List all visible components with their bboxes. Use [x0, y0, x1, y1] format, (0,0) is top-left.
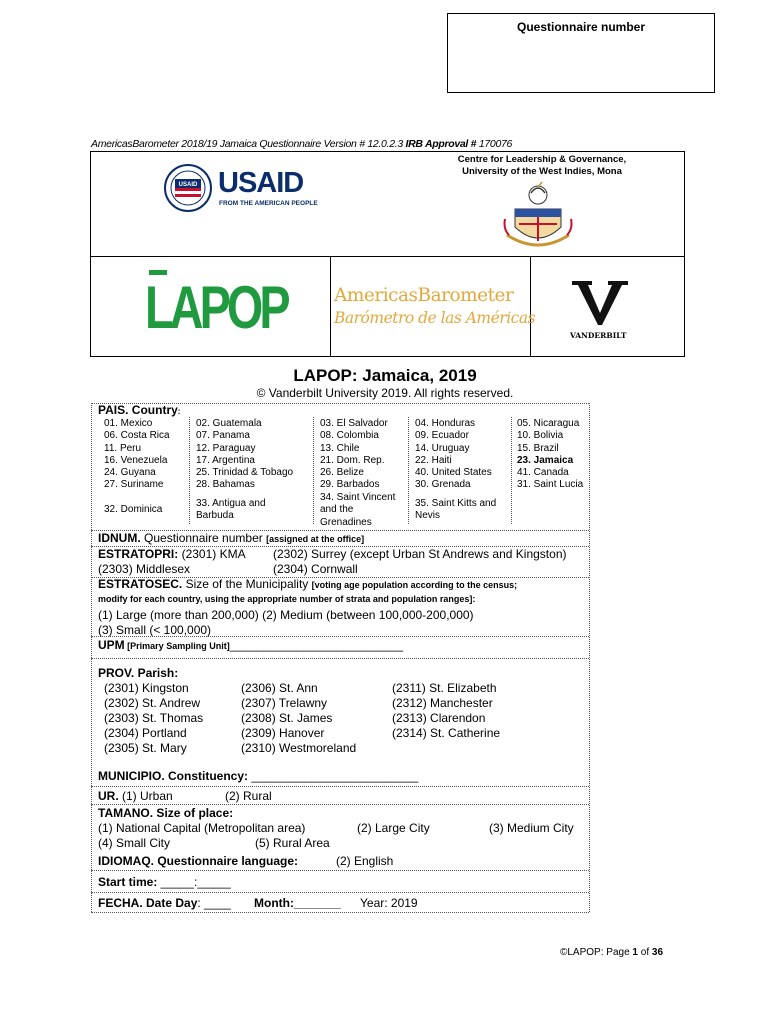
country-option-line: Nevis — [415, 510, 441, 522]
start-time-blank: _____:_____ — [157, 875, 231, 889]
country-option-line: Grenadines — [320, 516, 372, 528]
idiomaq-label: IDIOMAQ. Questionnaire language: — [98, 854, 299, 868]
ur-label: UR. — [98, 789, 119, 803]
barometro-title: Barómetro de las Américas — [334, 309, 536, 327]
municipio-blank: _________________________ — [248, 769, 419, 783]
parish-option: (2302) St. Andrew — [104, 696, 201, 710]
fecha-day-label: Date Day — [142, 896, 198, 910]
country-option-antigua — [196, 498, 266, 523]
copyright: © Vanderbilt University 2019. All rights reserved. — [256, 386, 514, 400]
questionnaire-number-box — [447, 13, 715, 93]
estratopri-option-2: (2302) Surrey (except Urban St Andrews and Kingston) — [273, 547, 567, 561]
pais-colon: : — [177, 407, 181, 416]
country-option: 28. Bahamas — [196, 479, 255, 491]
upm-blank: __________________________ — [229, 638, 404, 652]
logo-grid-divider-1 — [330, 256, 331, 356]
estratosec-options-1: (1) Large (more than 200,000) (2) Medium (between 100,000-200,000) — [98, 608, 474, 622]
americas-barometer-logo — [334, 285, 536, 327]
section-divider — [91, 658, 589, 659]
parish-option: (2308) St. James — [241, 711, 333, 725]
fecha-month-label: Month: — [254, 896, 294, 910]
parish-option: (2301) Kingston — [104, 681, 189, 695]
country-option: 01. Mexico — [104, 418, 153, 429]
tamano-options — [98, 821, 588, 851]
estratosec-text: Size of the Municipality — [182, 577, 312, 591]
usaid-logo — [163, 163, 323, 213]
country-option: 17. Argentina — [196, 454, 255, 466]
frame-right-line — [589, 403, 590, 912]
parish-option: (2312) Manchester — [392, 696, 493, 710]
fecha-year: Year: 2019 — [360, 896, 418, 910]
country-option-saint-kitts — [415, 498, 496, 523]
irb-label: IRB Approval # — [405, 138, 479, 150]
municipio-row — [98, 769, 418, 784]
parish-option: (2310) Westmoreland — [241, 741, 357, 755]
start-time-row — [98, 875, 231, 890]
logo-grid-divider — [90, 256, 685, 257]
idnum-label: IDNUM. — [98, 531, 141, 545]
page-title: LAPOP: Jamaica, 2019 — [293, 366, 477, 385]
tamano-option-5: (5) Rural Area — [255, 836, 330, 850]
estratosec-note-1: [voting age population according to the census; — [311, 580, 518, 590]
upm-note: [Primary Sampling Unit] — [124, 641, 230, 651]
estratopri-row — [98, 547, 588, 577]
estratosec-row — [98, 577, 588, 638]
tamano-option-2: (2) Large City — [357, 821, 430, 835]
country-option: 21. Dom. Rep. — [320, 454, 385, 466]
country-option: 27. Suriname — [104, 479, 164, 491]
usaid-wordmark: USAID — [218, 167, 304, 199]
tamano-option-1: (1) National Capital (Metropolitan area) — [98, 821, 306, 835]
usaid-seal-icon — [163, 163, 213, 213]
uwi-crest-icon — [501, 179, 575, 253]
country-option: 16. Venezuela — [104, 454, 168, 466]
country-option: 24. Guyana — [104, 467, 156, 479]
vanderbilt-wordmark: VANDERBILT — [570, 331, 627, 340]
municipio-label: MUNICIPIO. Constituency: — [98, 769, 249, 783]
parish-option: (2311) St. Elizabeth — [392, 681, 497, 695]
fecha-row — [98, 896, 588, 911]
pais-col-2 — [196, 418, 293, 492]
country-option: 30. Grenada — [415, 479, 471, 491]
version-text: AmericasBarometer 2018/19 Jamaica Questionnaire Version # 12.0.2.3 — [91, 138, 406, 150]
footer-prefix: ©LAPOP: Page — [560, 947, 633, 958]
tamano-option-4: (4) Small City — [98, 836, 171, 850]
estratopri-label: ESTRATOPRI: — [98, 547, 179, 561]
vanderbilt-logo — [570, 279, 630, 345]
estratopri-option-3: (2303) Middlesex — [98, 562, 191, 576]
parish-option: (2304) Portland — [104, 726, 187, 740]
country-option-line: 34. Saint Vincent — [320, 492, 396, 503]
country-option: 41. Canada — [517, 467, 569, 479]
country-option-selected: 23. Jamaica — [517, 454, 574, 466]
country-option: 09. Ecuador — [415, 430, 469, 442]
parish-option: (2307) Trelawny — [241, 696, 328, 710]
prov-col-2 — [241, 681, 356, 756]
pais-col-divider-2 — [313, 417, 314, 524]
section-divider — [91, 892, 589, 893]
country-option: 04. Honduras — [415, 418, 476, 429]
idnum-text: Questionnaire number — [140, 531, 267, 545]
fecha-label: FECHA. — [98, 896, 143, 910]
ur-option-1: (1) Urban — [118, 789, 173, 803]
country-option: 26. Belize — [320, 467, 364, 479]
country-option: 05. Nicaragua — [517, 418, 580, 429]
page-footer — [560, 947, 663, 958]
tamano-option-3: (3) Medium City — [489, 821, 574, 835]
country-option: 02. Guatemala — [196, 418, 262, 429]
country-option: 13. Chile — [320, 442, 360, 454]
fecha-day-blank: : ____ — [197, 896, 231, 910]
prov-label: PROV. Parish: — [98, 666, 179, 680]
section-divider — [91, 636, 589, 637]
pais-col-1 — [104, 418, 170, 492]
country-option-line: 33. Antigua and — [196, 498, 266, 509]
usaid-tagline: FROM THE AMERICAN PEOPLE — [219, 200, 318, 207]
pais-col-3 — [320, 418, 388, 492]
section-divider — [91, 786, 589, 787]
country-option: 32. Dominica — [104, 504, 163, 515]
idnum-row — [98, 531, 364, 547]
country-option-line: and the — [320, 504, 354, 516]
country-option: 03. El Salvador — [320, 418, 388, 429]
frame-bottom-line — [91, 912, 589, 913]
pais-label-text: PAIS. Country — [98, 403, 178, 417]
prov-col-1 — [104, 681, 203, 756]
country-option: 12. Paraguay — [196, 442, 256, 454]
country-option-line: 35. Saint Kitts and — [415, 498, 497, 509]
estratopri-option-1: (2301) KMA — [178, 547, 246, 561]
country-option: 11. Peru — [104, 442, 142, 454]
estratosec-label: ESTRATOSEC. — [98, 577, 183, 591]
country-option: 15. Brazil — [517, 442, 559, 454]
parish-option: (2306) St. Ann — [241, 681, 318, 695]
questionnaire-number-label: Questionnaire number — [516, 20, 646, 34]
estratosec-options-2: (3) Small (< 100,000) — [98, 623, 212, 637]
usaid-seal-text: USAID — [178, 182, 198, 188]
start-time-label: Start time: — [98, 875, 158, 889]
pais-col-4 — [415, 418, 492, 492]
prov-col-3 — [392, 681, 500, 741]
country-option: 22. Haiti — [415, 454, 452, 466]
footer-total: 36 — [651, 947, 664, 958]
parish-option: (2303) St. Thomas — [104, 711, 204, 725]
country-option: 25. Trinidad & Tobago — [196, 467, 294, 479]
country-option: 06. Costa Rica — [104, 430, 170, 442]
ur-option-2: (2) Rural — [225, 789, 272, 803]
country-option: 08. Colombia — [320, 430, 379, 442]
footer-page: 1 — [632, 947, 638, 958]
parish-option: (2313) Clarendon — [392, 711, 486, 725]
tamano-label: TAMANO. Size of place: — [98, 806, 234, 820]
centre-line-2: University of the West Indies, Mona — [462, 166, 622, 177]
fecha-month-blank: _______ — [293, 896, 341, 910]
irb-number: 170076 — [478, 138, 513, 150]
pais-col-5 — [517, 418, 583, 492]
country-option: 07. Panama — [196, 430, 250, 442]
americas-barometer-title: AmericasBarometer — [334, 285, 514, 306]
vanderbilt-v-icon — [572, 279, 628, 327]
country-option-line: Barbuda — [196, 510, 234, 522]
pais-col-divider-3 — [408, 417, 409, 524]
parish-option: (2305) St. Mary — [104, 741, 187, 755]
ur-row — [98, 789, 588, 804]
pais-label — [98, 403, 180, 417]
lapop-wordmark: LAPOP — [145, 274, 287, 341]
upm-row — [98, 638, 403, 654]
upm-label: UPM — [98, 638, 125, 652]
section-divider — [91, 870, 589, 871]
idiomaq-option: (2) English — [336, 854, 394, 868]
logo-grid-divider-2 — [530, 256, 531, 356]
country-option: 31. Saint Lucia — [517, 479, 584, 491]
pais-col-divider-4 — [511, 417, 512, 524]
parish-option: (2314) St. Catherine — [392, 726, 501, 740]
country-option: 10. Bolivia — [517, 430, 564, 442]
fecha-month — [254, 896, 341, 911]
version-line — [91, 138, 512, 150]
lapop-logo — [145, 270, 287, 350]
country-option: 29. Barbados — [320, 479, 380, 491]
idiomaq-row — [98, 854, 588, 869]
estratosec-note-2: modify for each country, using the appropriate number of strata and population ranges]: — [98, 594, 476, 604]
section-divider — [91, 804, 589, 805]
country-option: 14. Uruguay — [415, 442, 470, 454]
centre-line-1: Centre for Leadership & Governance, — [457, 154, 627, 165]
country-option: 40. United States — [415, 467, 492, 479]
parish-option: (2309) Hanover — [241, 726, 325, 740]
estratopri-option-4: (2304) Cornwall — [273, 562, 358, 576]
pais-col-divider-1 — [189, 417, 190, 524]
country-option-saint-vincent — [320, 492, 395, 529]
footer-of: of — [637, 947, 652, 958]
centre-title — [412, 154, 672, 178]
idnum-note: [assigned at the office] — [266, 534, 365, 544]
